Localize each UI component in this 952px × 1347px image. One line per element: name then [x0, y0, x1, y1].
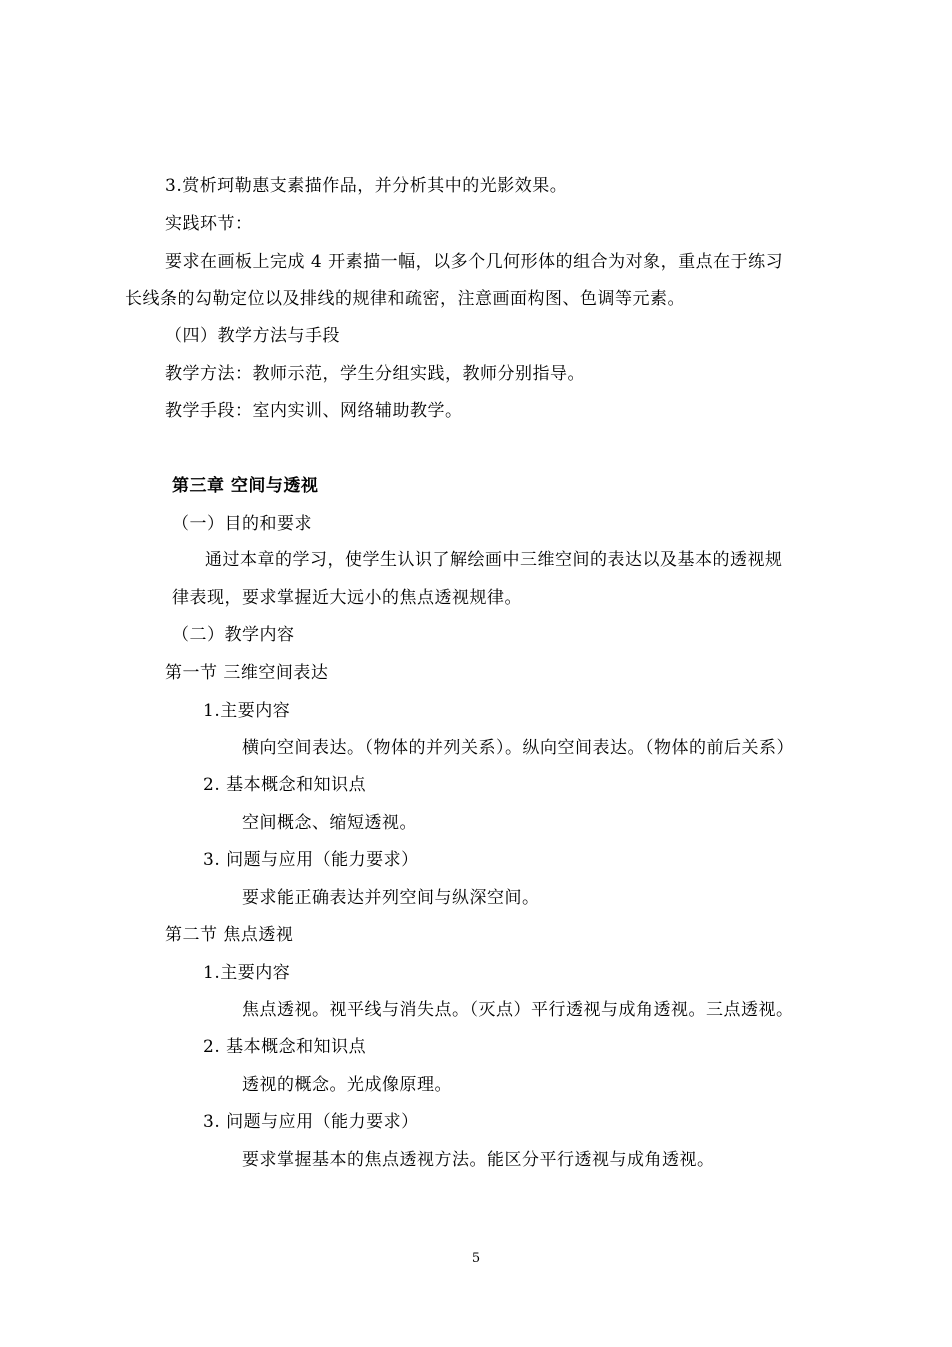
text-line: 要求能正确表达并列空间与纵深空间。	[242, 888, 540, 908]
text-line: 教学方法：教师示范，学生分组实践，教师分别指导。	[165, 364, 585, 384]
text-line: 教学手段：室内实训、网络辅助教学。	[165, 401, 463, 421]
text-line: 通过本章的学习，使学生认识了解绘画中三维空间的表达以及基本的透视规	[205, 550, 783, 570]
item-heading: 1.主要内容	[203, 963, 291, 983]
text-line: 透视的概念。光成像原理。	[242, 1075, 452, 1095]
item-heading: 2. 基本概念和知识点	[203, 775, 367, 795]
page-number: 5	[471, 1251, 481, 1266]
section-heading: （一）目的和要求	[172, 514, 312, 534]
text-line: 3.赏析珂勒惠支素描作品，并分析其中的光影效果。	[165, 176, 568, 196]
text-line: 焦点透视。视平线与消失点。（灭点）平行透视与成角透视。三点透视。	[242, 1000, 794, 1020]
section-heading: （二）教学内容	[172, 625, 295, 645]
text-line: 横向空间表达。（物体的并列关系）。纵向空间表达。（物体的前后关系）	[242, 738, 794, 758]
text-line: 要求掌握基本的焦点透视方法。能区分平行透视与成角透视。	[242, 1150, 715, 1170]
text-line: 空间概念、缩短透视。	[242, 813, 417, 833]
section-heading: （四）教学方法与手段	[165, 326, 340, 346]
subsection-title: 第一节 三维空间表达	[165, 663, 329, 683]
subsection-title: 第二节 焦点透视	[165, 925, 294, 945]
item-heading: 3. 问题与应用（能力要求）	[203, 1112, 419, 1132]
chapter-title: 第三章 空间与透视	[172, 476, 319, 496]
text-line: 要求在画板上完成 4 开素描一幅，以多个几何形体的组合为对象，重点在于练习	[165, 252, 784, 272]
item-heading: 1.主要内容	[203, 701, 291, 721]
text-line: 实践环节：	[165, 214, 253, 234]
text-line: 长线条的勾勒定位以及排线的规律和疏密，注意画面构图、色调等元素。	[125, 289, 685, 309]
text-line: 律表现，要求掌握近大远小的焦点透视规律。	[172, 588, 522, 608]
item-heading: 2. 基本概念和知识点	[203, 1037, 367, 1057]
item-heading: 3. 问题与应用（能力要求）	[203, 850, 419, 870]
